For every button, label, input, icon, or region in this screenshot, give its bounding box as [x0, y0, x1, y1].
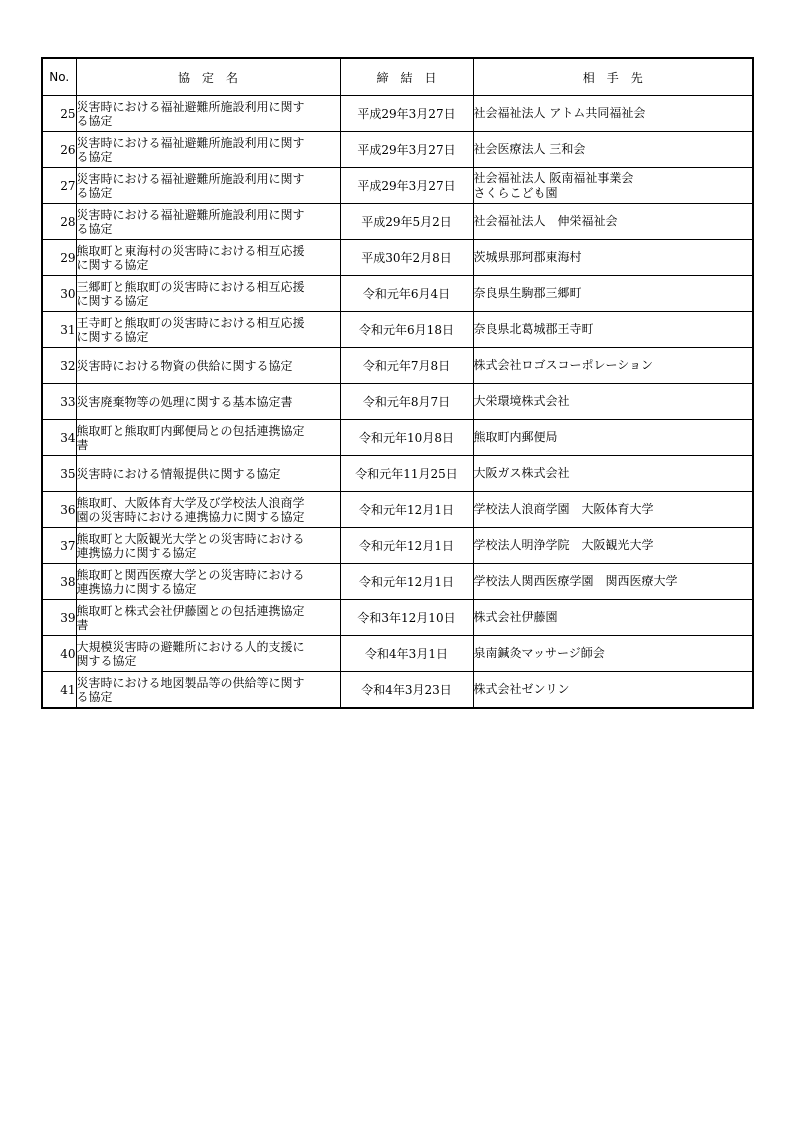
table-row	[42, 672, 753, 709]
partner	[473, 636, 753, 672]
partner-line: 奈良県生駒郡三郷町	[473, 286, 582, 300]
row-number: 33	[42, 384, 76, 420]
conclusion-date: 令和元年7月8日	[340, 348, 473, 384]
agreements-table	[41, 57, 754, 709]
partner-line: 学校法人浪商学園 大阪体育大学	[473, 502, 654, 516]
table-row	[42, 96, 753, 132]
conclusion-date: 令和元年12月1日	[340, 528, 473, 564]
table-body	[42, 96, 753, 709]
header-date: 締 結 日	[340, 58, 473, 96]
agreement-name-line: 熊取町と関西医療大学との災害時における	[76, 567, 305, 582]
row-number: 34	[42, 420, 76, 456]
agreement-name	[76, 240, 340, 276]
header-partner: 相 手 先	[473, 58, 753, 96]
row-number: 29	[42, 240, 76, 276]
agreement-name-line: 熊取町と熊取町内郵便局との包括連携協定	[76, 423, 305, 438]
agreement-name-line: 王寺町と熊取町の災害時における相互応援	[76, 315, 305, 330]
row-number: 30	[42, 276, 76, 312]
partner	[473, 96, 753, 132]
table-row	[42, 600, 753, 636]
agreement-name	[76, 636, 340, 672]
agreement-name-line: 災害時における福祉避難所施設利用に関す	[76, 135, 305, 150]
agreement-name	[76, 456, 340, 492]
row-number: 26	[42, 132, 76, 168]
row-number: 25	[42, 96, 76, 132]
agreement-name	[76, 348, 340, 384]
partner	[473, 348, 753, 384]
partner-line: 株式会社伊藤園	[473, 610, 558, 624]
partner	[473, 600, 753, 636]
conclusion-date: 令和元年10月8日	[340, 420, 473, 456]
row-number: 32	[42, 348, 76, 384]
agreement-name	[76, 600, 340, 636]
agreement-name-line: る協定	[76, 185, 113, 200]
table-row	[42, 132, 753, 168]
agreement-name	[76, 564, 340, 600]
agreement-name	[76, 420, 340, 456]
table-row	[42, 168, 753, 204]
conclusion-date: 令和元年6月4日	[340, 276, 473, 312]
agreement-name	[76, 384, 340, 420]
row-number: 38	[42, 564, 76, 600]
conclusion-date: 平成30年2月8日	[340, 240, 473, 276]
partner	[473, 564, 753, 600]
agreement-name	[76, 168, 340, 204]
partner	[473, 420, 753, 456]
conclusion-date: 令和元年8月7日	[340, 384, 473, 420]
partner	[473, 492, 753, 528]
conclusion-date: 令和元年12月1日	[340, 492, 473, 528]
row-number: 35	[42, 456, 76, 492]
agreement-name-line: 熊取町と株式会社伊藤園との包括連携協定	[76, 603, 305, 618]
table-row	[42, 384, 753, 420]
agreement-name	[76, 132, 340, 168]
agreement-name-line: 熊取町、大阪体育大学及び学校法人浪商学	[76, 495, 305, 510]
table-row	[42, 312, 753, 348]
partner	[473, 456, 753, 492]
partner-line: 熊取町内郵便局	[473, 430, 558, 444]
agreement-name-line: る協定	[76, 689, 113, 704]
partner	[473, 672, 753, 709]
conclusion-date: 平成29年5月2日	[340, 204, 473, 240]
agreement-name	[76, 492, 340, 528]
agreement-name-line: 災害時における福祉避難所施設利用に関す	[76, 207, 305, 222]
row-number: 41	[42, 672, 76, 709]
agreement-name	[76, 312, 340, 348]
conclusion-date: 令和元年11月25日	[340, 456, 473, 492]
row-number: 37	[42, 528, 76, 564]
agreement-name-line: 関する協定	[76, 653, 137, 668]
partner	[473, 384, 753, 420]
agreement-name-line: 書	[76, 617, 89, 632]
partner-line: 社会福祉法人 阪南福祉事業会	[473, 170, 634, 185]
table-row	[42, 420, 753, 456]
agreement-name-line: 熊取町と大阪観光大学との災害時における	[76, 531, 305, 546]
agreement-name-line: 大規模災害時の避難所における人的支援に	[76, 639, 305, 654]
agreement-name-line: 連携協力に関する協定	[76, 545, 197, 560]
row-number: 31	[42, 312, 76, 348]
conclusion-date: 令和4年3月1日	[340, 636, 473, 672]
agreement-name	[76, 672, 340, 709]
row-number: 27	[42, 168, 76, 204]
conclusion-date: 令和元年12月1日	[340, 564, 473, 600]
partner	[473, 168, 753, 204]
agreement-name-line: 災害時における情報提供に関する協定	[76, 466, 281, 481]
agreement-name-line: る協定	[76, 221, 113, 236]
partner-line: 社会福祉法人 伸栄福祉会	[473, 214, 618, 228]
agreement-name-line: 熊取町と東海村の災害時における相互応援	[76, 243, 305, 258]
table-row	[42, 276, 753, 312]
partner-line: 社会福祉法人 アトム共同福祉会	[473, 106, 646, 120]
table-header	[42, 58, 753, 96]
agreement-name-line: に関する協定	[76, 293, 149, 308]
partner-line: 株式会社ロゴスコーポレーション	[473, 358, 654, 372]
header-row	[42, 58, 753, 96]
partner	[473, 276, 753, 312]
agreement-name-line: 災害時における地図製品等の供給等に関す	[76, 675, 305, 690]
conclusion-date: 令和3年12月10日	[340, 600, 473, 636]
partner-line: さくらこども園	[473, 185, 558, 200]
row-number: 36	[42, 492, 76, 528]
table-row	[42, 636, 753, 672]
partner-line: 大栄環境株式会社	[473, 394, 570, 408]
header-agreement-name: 協 定 名	[76, 58, 340, 96]
agreement-name	[76, 276, 340, 312]
header-no: No.	[42, 58, 76, 96]
agreement-name-line: 災害時における福祉避難所施設利用に関す	[76, 171, 305, 186]
table-row	[42, 492, 753, 528]
partner-line: 学校法人関西医療学園 関西医療大学	[473, 574, 678, 588]
agreement-name-line: に関する協定	[76, 257, 149, 272]
partner-line: 学校法人明浄学院 大阪観光大学	[473, 538, 654, 552]
row-number: 39	[42, 600, 76, 636]
conclusion-date: 令和4年3月23日	[340, 672, 473, 709]
conclusion-date: 平成29年3月27日	[340, 96, 473, 132]
table-row	[42, 456, 753, 492]
table-row	[42, 204, 753, 240]
agreement-name-line: る協定	[76, 113, 113, 128]
row-number: 40	[42, 636, 76, 672]
agreement-name-line: 三郷町と熊取町の災害時における相互応援	[76, 279, 305, 294]
partner	[473, 240, 753, 276]
table-row	[42, 348, 753, 384]
agreement-name-line: に関する協定	[76, 329, 149, 344]
conclusion-date: 平成29年3月27日	[340, 168, 473, 204]
agreement-name-line: 災害時における福祉避難所施設利用に関す	[76, 99, 305, 114]
agreement-name	[76, 204, 340, 240]
partner	[473, 132, 753, 168]
partner-line: 株式会社ゼンリン	[473, 682, 570, 696]
row-number: 28	[42, 204, 76, 240]
partner-line: 大阪ガス株式会社	[473, 466, 570, 480]
partner	[473, 528, 753, 564]
conclusion-date: 平成29年3月27日	[340, 132, 473, 168]
partner-line: 茨城県那珂郡東海村	[473, 250, 582, 264]
agreement-name-line: 災害時における物資の供給に関する協定	[76, 358, 293, 373]
agreement-name	[76, 528, 340, 564]
conclusion-date: 令和元年6月18日	[340, 312, 473, 348]
table-row	[42, 564, 753, 600]
agreement-name-line: 園の災害時における連携協力に関する協定	[76, 509, 305, 524]
partner	[473, 312, 753, 348]
agreement-name-line: る協定	[76, 149, 113, 164]
table-row	[42, 240, 753, 276]
agreement-name-line: 災害廃棄物等の処理に関する基本協定書	[76, 394, 293, 409]
partner-line: 奈良県北葛城郡王寺町	[473, 322, 594, 336]
table-row	[42, 528, 753, 564]
agreement-name	[76, 96, 340, 132]
partner	[473, 204, 753, 240]
agreement-name-line: 連携協力に関する協定	[76, 581, 197, 596]
agreement-name-line: 書	[76, 437, 89, 452]
partner-line: 社会医療法人 三和会	[473, 142, 586, 156]
partner-line: 泉南鍼灸マッサージ師会	[473, 646, 605, 660]
